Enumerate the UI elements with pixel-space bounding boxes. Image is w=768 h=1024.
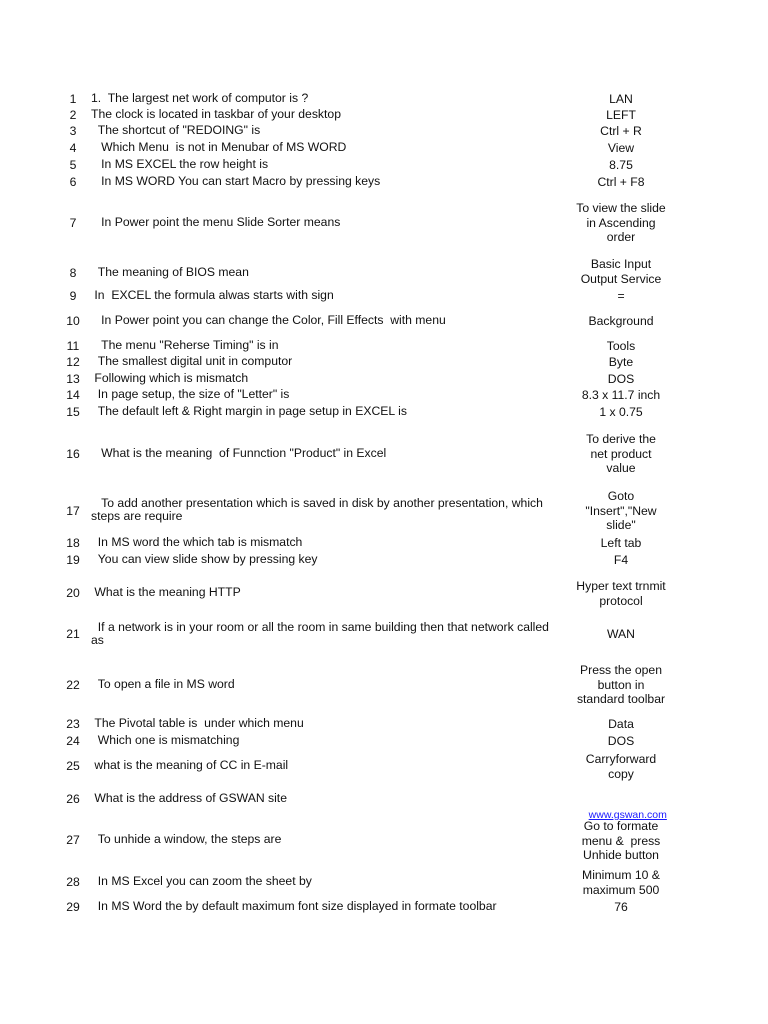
- answer-text: WAN: [607, 627, 635, 641]
- question-text: If a network is in your room or all the room in same building then that network called as: [91, 620, 549, 647]
- answer-text: Tools: [606, 339, 636, 353]
- answer-text: F4: [613, 553, 629, 567]
- question-text: In Power point you can change the Color, Fill Effects with menu: [91, 313, 446, 327]
- answer-text: Carryforward copy: [585, 752, 657, 781]
- question-text: In Power point the menu Slide Sorter means: [91, 215, 341, 229]
- answer-text: 76: [614, 900, 628, 914]
- answer-text: View: [607, 141, 635, 155]
- row-number: 11: [66, 339, 80, 353]
- question-text: To open a file in MS word: [91, 677, 235, 691]
- question-text: In page setup, the size of "Letter" is: [91, 387, 290, 401]
- question-text: In MS EXCEL the row height is: [91, 157, 269, 171]
- question-text: In MS word the which tab is mismatch: [91, 535, 303, 549]
- question-text: You can view slide show by pressing key: [91, 552, 318, 566]
- question-text: The meaning of BIOS mean: [91, 265, 249, 279]
- row-number: 2: [69, 108, 77, 122]
- answer-text: Hyper text trnmit protocol: [576, 579, 666, 608]
- row-number: 25: [66, 759, 80, 773]
- answer-text: Minimum 10 & maximum 500: [582, 868, 660, 897]
- answer-text: Go to formate menu & press Unhide button: [581, 819, 661, 863]
- answer-text: 1 x 0.75: [599, 405, 643, 419]
- question-text: The shortcut of "REDOING" is: [91, 123, 261, 137]
- row-number: 23: [66, 717, 80, 731]
- answer-text: Basic Input Output Service: [580, 257, 662, 286]
- question-text: Which one is mismatching: [91, 733, 240, 747]
- question-text: To add another presentation which is saved in disk by another presentation, which steps are require: [91, 496, 543, 523]
- question-text: 1. The largest net work of computor is ?: [91, 91, 309, 105]
- answer-text: To view the slide in Ascending order: [576, 201, 666, 245]
- row-number: 20: [66, 586, 80, 600]
- row-number: 16: [66, 447, 80, 461]
- question-text: What is the meaning HTTP: [91, 585, 241, 599]
- question-text: what is the meaning of CC in E-mail: [91, 758, 289, 772]
- answer-text: Byte: [608, 355, 634, 369]
- question-text: The Pivotal table is under which menu: [91, 716, 304, 730]
- question-text: In EXCEL the formula alwas starts with sign: [91, 288, 334, 302]
- row-number: 18: [66, 536, 80, 550]
- question-text: What is the address of GSWAN site: [91, 791, 287, 805]
- question-text: The smallest digital unit in computor: [91, 354, 293, 368]
- gswan-link[interactable]: www.gswan.com: [588, 808, 667, 821]
- answer-text: Data: [608, 717, 634, 731]
- question-text: In MS WORD You can start Macro by pressing keys: [91, 174, 381, 188]
- row-number: 27: [66, 833, 80, 847]
- question-text: In MS Word the by default maximum font size displayed in formate toolbar: [91, 899, 497, 913]
- row-number: 24: [66, 734, 80, 748]
- question-text: The menu "Reherse Timing" is in: [91, 338, 279, 352]
- question-text: The default left & Right margin in page setup in EXCEL is: [91, 404, 407, 418]
- row-number: 21: [66, 627, 80, 641]
- row-number: 15: [66, 405, 80, 419]
- question-text: To unhide a window, the steps are: [91, 832, 282, 846]
- answer-text: LAN: [609, 92, 633, 106]
- row-number: 26: [66, 792, 80, 806]
- answer-text: Left tab: [600, 536, 642, 550]
- row-number: 3: [69, 124, 77, 138]
- question-text: Which Menu is not in Menubar of MS WORD: [91, 140, 347, 154]
- row-number: 1: [69, 92, 77, 106]
- answer-text: 8.75: [609, 158, 633, 172]
- answer-text: Background: [588, 314, 654, 328]
- row-number: 14: [66, 388, 80, 402]
- answer-text: DOS: [607, 734, 635, 748]
- question-text: Following which is mismatch: [91, 371, 249, 385]
- row-number: 17: [66, 504, 80, 518]
- answer-text: Ctrl + F8: [597, 175, 645, 189]
- row-number: 4: [69, 141, 77, 155]
- row-number: 19: [66, 553, 80, 567]
- row-number: 5: [69, 158, 77, 172]
- answer-text: Press the open button in standard toolbar: [576, 663, 666, 707]
- row-number: 7: [69, 216, 77, 230]
- answer-text: Goto "Insert","New slide": [585, 489, 657, 533]
- answer-text: LEFT: [606, 108, 636, 122]
- row-number: 8: [69, 266, 77, 280]
- answer-text: =: [617, 289, 625, 303]
- row-number: 13: [66, 372, 80, 386]
- question-text: In MS Excel you can zoom the sheet by: [91, 874, 312, 888]
- row-number: 28: [66, 875, 80, 889]
- answer-text: Ctrl + R: [600, 124, 642, 138]
- question-text: What is the meaning of Funnction "Product" in Excel: [91, 446, 387, 460]
- row-number: 22: [66, 678, 80, 692]
- row-number: 29: [66, 900, 80, 914]
- answer-text: 8.3 x 11.7 inch: [581, 388, 661, 402]
- answer-text: DOS: [607, 372, 635, 386]
- row-number: 10: [66, 314, 80, 328]
- question-text: The clock is located in taskbar of your desktop: [91, 107, 341, 121]
- row-number: 6: [69, 175, 77, 189]
- answer-text: To derive the net product value: [586, 432, 656, 476]
- row-number: 12: [66, 355, 80, 369]
- row-number: 9: [69, 289, 77, 303]
